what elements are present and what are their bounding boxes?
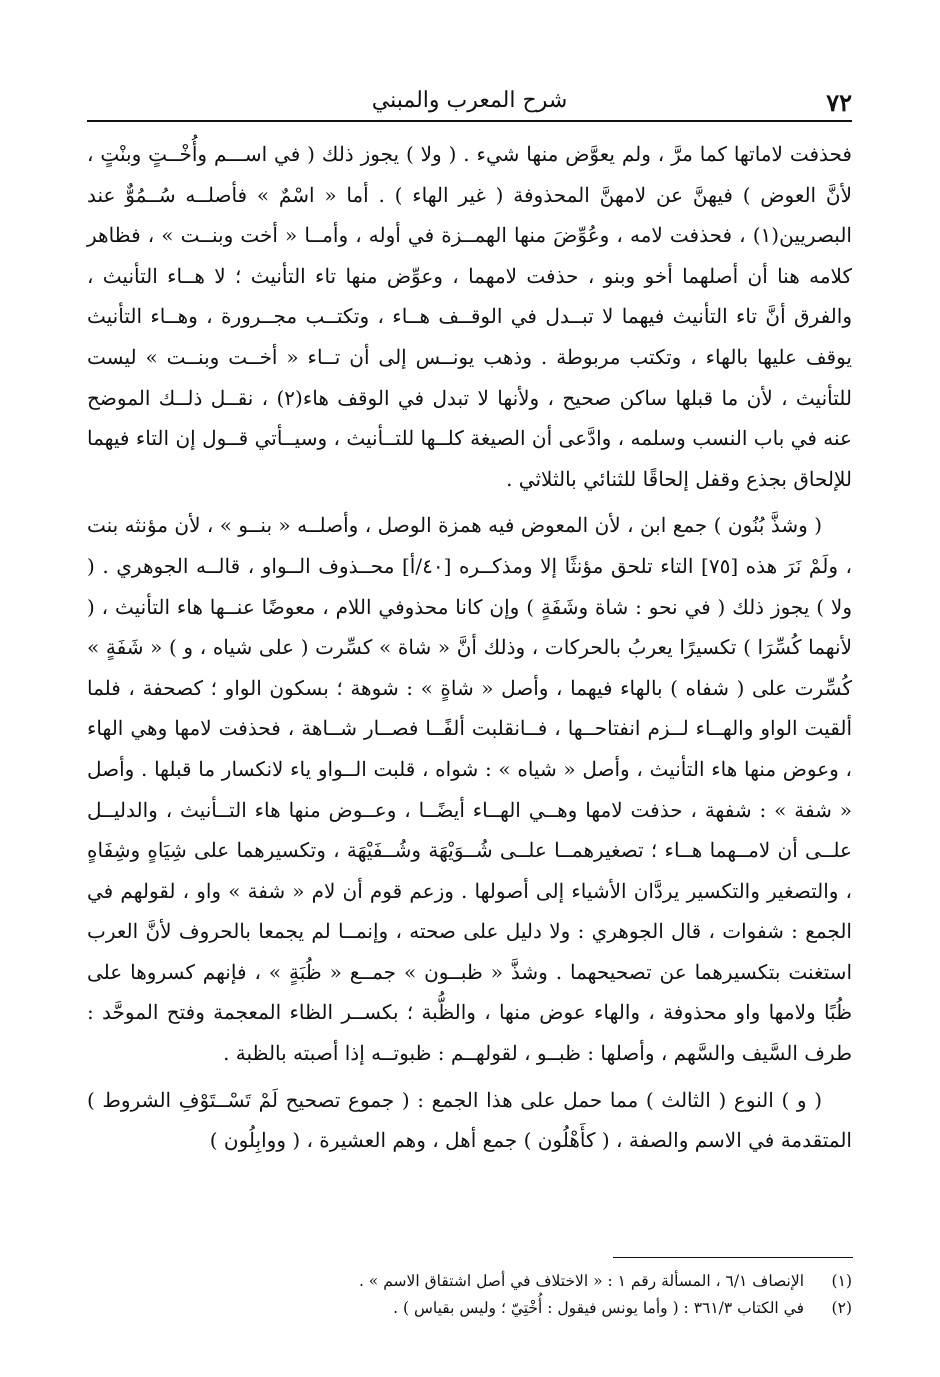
footnote-separator: [613, 1257, 853, 1258]
running-title: شرح المعرب والمبني: [371, 88, 568, 113]
paragraph: ( وشذَّ بُنُون ) جمع ابن ، لأن المعوض فيه همزة الوصل ، وأصلــه « بنــو » ، لأن مؤنثه بنت ، ولَمْ نَرَ هذه [٧٥] التاء تلحق مؤنثًا إلا ومذكــره [٤٠/أ] محــذوف الــواو ، قالــه الجوهري . ( ولا ) يجوز ذلك ( في نحو : شاة وشَفَةٍ ) وإن كانا محذوفي اللام ، معوضًا عنــها هاء التأنيث ، ( لأنهما كُسِّرَا ) تكسيرًا يعربُ بالحركات ، وذلك أنَّ « شاة » كسِّرت ( على شياه ، و ) « شَفَةٍ » كُسِّرت على ( شفاه ) بالهاء فيهما ، وأصل « شاةٍ » : شوهة ؛ بسكون الواو ؛ كصحفة ، فلما ألقيت الواو والهــاء لــزم انفتاحــها ، فــانقلبت ألفًــا فصــار شــاهة ، فحذفت لامها وهي الهاء ، وعوض منها هاء التأنيث ، وأصل « شياه » : شواه ، قلبت الــواو ياء لانكسار ما قبلها . وأصل « شفة » : شفهة ، حذفت لامها وهــي الهــاء أيضًــا ، وعــوض منها هاء التــأنيث ، والدليــل علــى أن لامــهما هــاء ؛ تصغيرهمــا علــى شُــوَيْهَة وشُــفَيْهَة ، وتكسيرهما على شِيَاهٍ وشِفَاهٍ ، والتصغير والتكسير يردَّان الأشياء إلى أصولها . وزعم قوم أن لام « شفة » واو ، لقولهم في الجمع : شفوات ، قال الجوهري : ولا دليل على صحته ، وإنمــا لم يجمعا بالحروف لأنَّ العرب استغنت بتكسيرهما عن تصحيحهما . وشذَّ « ظبــون » جمــع « ظُبَةٍ » ، فإنهم كسروها على ظُبًا ولامها واو محذوفة ، والهاء عوض منها ، والظُّبة ؛ بكســر الظاء المعجمة وفتح الموحَّد : طرف السَّيف والسَّهم ، وأصلها : ظبــو ، لقولهــم : ظبوتــه إذا أصبته بالظبة .: [87, 513, 853, 1066]
footnote-number: (٢): [831, 1299, 852, 1317]
page-number: ٧٢: [826, 88, 852, 117]
footnote: [87, 1268, 852, 1295]
footnote: [87, 1295, 852, 1322]
footnote-number: (١): [831, 1272, 852, 1290]
page-header: [87, 86, 852, 122]
footnote-text: في الكتاب ٣٦١/٣ : ( وأما يونس فيقول : أُخْتِيّ ؛ وليس بقياس ) .: [393, 1299, 804, 1317]
paragraph: ( و ) النوع ( الثالث ) مما حمل على هذا الجمع : ( جموع تصحيح لَمْ تَسْــتَوْفِ الشروط ) المتقدمة في الاسم والصفة ، ( كأَهْلُون ) جمع أهل ، وهم العشيرة ، ( ووابِلُون ): [87, 1087, 852, 1153]
footnotes: [87, 1268, 852, 1322]
paragraph: فحذفت لاماتها كما مرَّ ، ولم يعوَّض منها شيء . ( ولا ) يجوز ذلك ( في اســـم وأُخْــتٍ وبنْتٍ ، لأنَّ العوض ) فيهنَّ عن لامهنَّ المحذوفة ( غير الهاء ) . أما « اسْمٌ » فأصلــه سُــمُوٌّ عند البصريين(١) ، فحذفت لامه ، وعُوِّضَ منها الهمــزة في أوله ، وأمــا « أخت وبنــت » ، فظاهر كلامه هنا أن أصلهما أخو وبنو ، حذفت لامهما ، وعوِّض منها تاء التأنيث ؛ لا هــاء التأنيث ، والفرق أنَّ تاء التأنيث فيهما لا تبــدل في الوقــف هــاء ، وتكتــب مجــرورة ، وهــاء التأنيث يوقف عليها بالهاء ، وتكتب مربوطة . وذهب يونــس إلى أن تــاء « أخــت وبنــت » ليست للتأنيث ، لأن ما قبلها ساكن صحيح ، ولأنها لا تبدل في الوقف هاء(٢) ، نقــل ذلــك الموضح عنه في باب النسب وسلمه ، وادَّعى أن الصيغة كلــها للتــأنيث ، وسيــأتي قــول إن التاء فيهما للإلحاق بجذع وقفل إلحاقًا للثنائي بالثلاثي .: [87, 142, 853, 491]
body-text: [87, 134, 852, 1161]
footnote-text: الإنصاف ٦/١ ، المسألة رقم ١ : « الاختلاف في أصل اشتقاق الاسم » .: [358, 1272, 804, 1290]
